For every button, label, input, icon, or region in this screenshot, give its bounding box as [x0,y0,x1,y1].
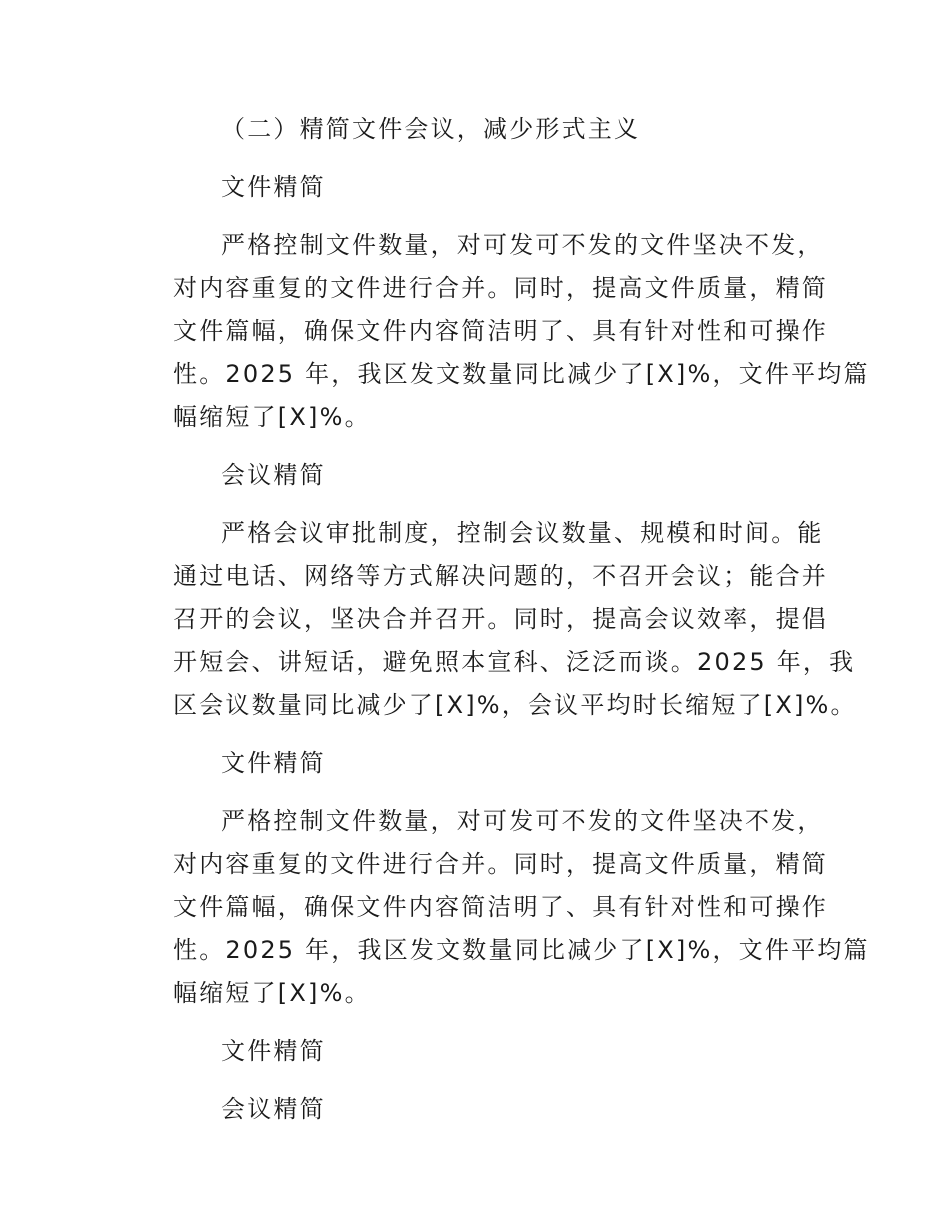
paragraph-line: 严格控制文件数量，对可发可不发的文件坚决不发， [221,807,824,835]
paragraph-line: 文件篇幅，确保文件内容简洁明了、具有针对性和可操作 [173,893,828,921]
subheading-meeting-streamlining: 会议精简 [221,461,326,489]
paragraph-line: 对内容重复的文件进行合并。同时，提高文件质量，精简 [173,850,828,878]
paragraph-line: 召开的会议，坚决合并召开。同时，提高会议效率，提倡 [173,605,828,633]
paragraph-line: 严格控制文件数量，对可发可不发的文件坚决不发， [221,231,824,259]
paragraph-file-streamlining [173,224,870,439]
paragraph-line: 对内容重复的文件进行合并。同时，提高文件质量，精简 [173,274,828,302]
paragraph-line: 性。2025 年，我区发文数量同比减少了[X]%，文件平均篇 [173,936,870,964]
paragraph-line: 性。2025 年，我区发文数量同比减少了[X]%，文件平均篇 [173,360,870,388]
document-page [173,108,870,1146]
paragraph-line: 严格会议审批制度，控制会议数量、规模和时间。能 [221,519,824,547]
paragraph-line: 文件篇幅，确保文件内容简洁明了、具有针对性和可操作 [173,317,828,345]
section-heading: （二）精简文件会议，减少形式主义 [221,115,641,143]
subheading-file-streamlining: 文件精简 [221,173,326,201]
paragraph-line: 通过电话、网络等方式解决问题的，不召开会议；能合并 [173,562,828,590]
subheading-file-streamlining-3: 文件精简 [221,1037,326,1065]
paragraph-line: 区会议数量同比减少了[X]%，会议平均时长缩短了[X]%。 [173,691,857,719]
paragraph-meeting-streamlining [173,512,857,727]
paragraph-file-streamlining-2 [173,800,870,1015]
paragraph-line: 幅缩短了[X]%。 [173,979,371,1007]
subheading-meeting-streamlining-2: 会议精简 [221,1095,326,1123]
paragraph-line: 开短会、讲短话，避免照本宣科、泛泛而谈。2025 年，我 [173,648,856,676]
paragraph-line: 幅缩短了[X]%。 [173,403,371,431]
subheading-file-streamlining-2: 文件精简 [221,749,326,777]
